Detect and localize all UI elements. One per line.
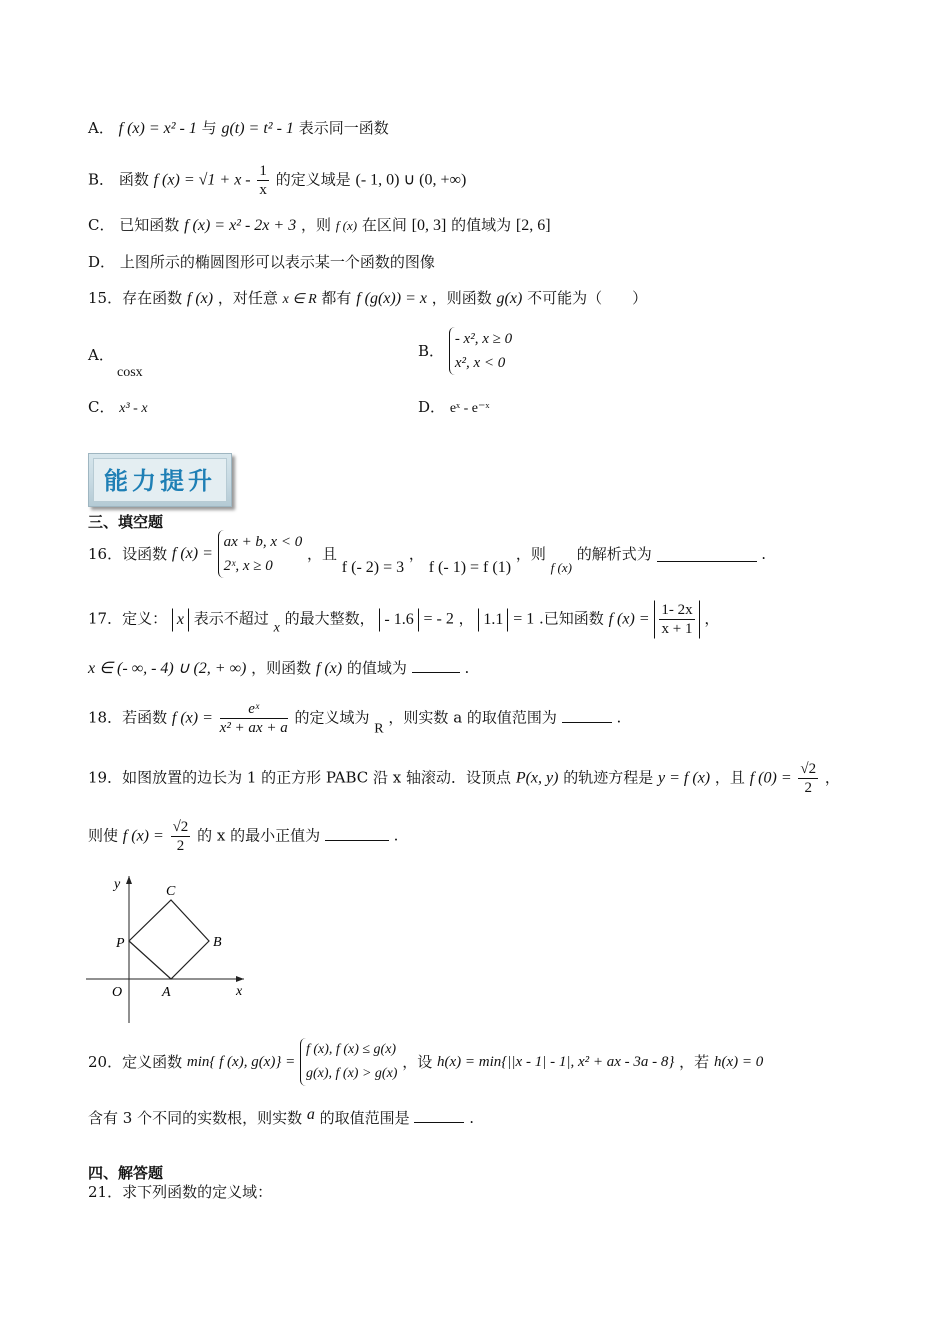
fraction	[798, 760, 818, 797]
text: 的解析式为	[576, 545, 652, 563]
math-expr: f (g(x)) = x	[356, 290, 427, 307]
text: 都有	[321, 289, 352, 307]
text: ，则	[515, 545, 546, 563]
fraction-denominator: x + 1	[661, 621, 693, 637]
q14-option-b	[88, 162, 466, 199]
floor-bracket: x	[172, 608, 189, 632]
math-var: a	[306, 1106, 315, 1123]
fraction-numerator: eˣ	[220, 700, 288, 719]
text: ，则	[300, 216, 331, 234]
math-expr: h(x) = min{||x - 1| - 1|, x² + ax - 3a - 8}	[437, 1054, 675, 1070]
answer-blank[interactable]	[325, 826, 389, 841]
text: .	[393, 826, 399, 845]
label-o: O	[112, 985, 123, 1000]
option-label: B．	[88, 170, 115, 189]
piecewise-row: f (x), f (x) ≤ g(x)	[306, 1042, 397, 1057]
q15-option-b	[418, 327, 512, 375]
math-expr: g(t) = t² - 1	[221, 120, 294, 137]
option-label: A．	[88, 346, 114, 364]
text: 17．定义：	[88, 609, 168, 628]
text: ，	[408, 545, 424, 563]
text: 的轨迹方程是	[563, 768, 654, 787]
math-expr: min{ f (x), g(x)} =	[186, 1054, 296, 1070]
text: 的值域为	[451, 216, 512, 234]
math-expr: P(x, y)	[515, 769, 559, 787]
piecewise-row: x², x < 0	[454, 355, 506, 371]
fraction-denominator: x	[259, 182, 267, 198]
math-expr: x³ - x	[119, 401, 148, 416]
text: 20．定义函数	[88, 1053, 183, 1071]
math-expr: [2, 6]	[515, 217, 551, 234]
text: ，	[824, 768, 840, 787]
answer-blank[interactable]	[657, 547, 757, 562]
piecewise-row: ax + b, x < 0	[223, 534, 303, 550]
q15-option-a	[88, 344, 114, 366]
floor-bracket	[654, 600, 699, 639]
math-expr: [0, 3]	[411, 217, 447, 234]
fraction-numerator: √2	[172, 819, 189, 835]
text: 在区间	[361, 216, 407, 234]
text: ，对任意	[217, 289, 278, 307]
text: ，且	[714, 768, 745, 787]
text: 函数	[118, 170, 149, 189]
math-expr: x ∈ (- ∞, - 4) ∪ (2, + ∞)	[88, 660, 247, 677]
text: 则使	[88, 826, 119, 845]
banner-title: 能力提升	[104, 467, 216, 495]
option-label: C．	[88, 398, 115, 416]
math-var: x	[273, 620, 280, 636]
math-expr: (- 1, 0) ∪ (0, +∞)	[355, 171, 467, 189]
text: 表示不超过	[193, 609, 269, 628]
option-label: B．	[418, 342, 445, 360]
option-label: D．	[418, 398, 446, 416]
text: ，设	[402, 1053, 433, 1071]
text: 18．若函数	[88, 708, 168, 727]
q15-option-a-value	[117, 360, 143, 384]
text: .	[761, 545, 767, 563]
text: 已知函数	[119, 216, 180, 234]
math-expr: f (x) = x² - 2x + 3	[184, 217, 297, 234]
option-label: D．	[88, 253, 116, 271]
answer-blank[interactable]	[414, 1108, 464, 1123]
y-axis-arrow	[126, 876, 132, 884]
q15-stem	[88, 287, 647, 311]
math-expr: f (x) =	[608, 610, 650, 628]
answer-blank[interactable]	[562, 708, 612, 723]
math-expr: f (x)	[550, 560, 572, 575]
fraction-denominator: 2	[176, 838, 185, 854]
q17-line1	[88, 600, 719, 640]
piecewise-row: 2ˣ, x ≥ 0	[223, 558, 273, 574]
math-expr: x ∈ R	[282, 292, 317, 307]
label-a: A	[162, 985, 171, 1000]
square-pabc	[129, 900, 209, 979]
text: 21．求下列函数的定义域：	[88, 1183, 273, 1201]
fraction-denominator: 2	[804, 780, 813, 796]
q15-option-c	[88, 396, 148, 420]
fraction-numerator: √2	[800, 761, 817, 777]
text: 与	[201, 119, 217, 137]
math-expr: f (x) =	[122, 827, 164, 845]
q19-line1	[88, 760, 840, 797]
label-p: P	[116, 936, 125, 951]
math-expr: f (x)	[315, 660, 343, 677]
fraction	[659, 601, 694, 638]
text: 表示同一函数	[298, 119, 389, 137]
label-x: x	[236, 984, 243, 999]
math-expr: = 1	[513, 610, 535, 628]
piecewise-brace	[218, 530, 303, 578]
math-expr: eˣ - e⁻ˣ	[449, 401, 490, 416]
math-expr: f (x)	[186, 290, 214, 307]
q21	[88, 1181, 272, 1203]
option-label: A．	[88, 119, 114, 137]
text: 含有 3 个不同的实数根，则实数	[88, 1109, 303, 1127]
q20-line2	[88, 1104, 474, 1129]
q16	[88, 530, 766, 579]
math-expr: cosx	[117, 365, 143, 380]
text: .	[469, 1109, 475, 1127]
text: 的定义域为	[294, 708, 370, 727]
text: ，且	[307, 545, 338, 563]
label-b: B	[213, 935, 222, 950]
math-expr: f (0) =	[749, 769, 792, 787]
text: ，若	[679, 1053, 710, 1071]
text: 19．如图放置的边长为 1 的正方形 PABC 沿 x 轴滚动．设顶点	[88, 768, 512, 787]
section-title-fill-in: 三、填空题	[88, 513, 164, 531]
q17-line2	[88, 657, 469, 680]
ability-banner	[88, 453, 232, 507]
piecewise-brace	[300, 1038, 397, 1086]
math-expr: y = f (x)	[658, 769, 711, 787]
math-expr: f (x) = √1 + x -	[153, 171, 251, 189]
q20-line1	[88, 1038, 763, 1086]
q14-option-a	[88, 117, 389, 140]
fraction	[171, 818, 191, 855]
math-expr: g(x)	[496, 290, 523, 307]
fraction	[220, 700, 288, 737]
fraction-numerator: 1	[259, 163, 267, 179]
math-expr: f (x) =	[171, 709, 213, 727]
q15-option-d	[418, 396, 489, 420]
fraction-denominator: x² + ax + a	[219, 720, 288, 736]
q14-option-d	[88, 251, 435, 273]
q14-option-c	[88, 214, 551, 237]
square-rolling-figure	[80, 868, 260, 1028]
text: ，则函数	[431, 289, 492, 307]
q19-line2	[88, 818, 398, 855]
text: 的值域为	[346, 659, 407, 677]
piecewise-brace	[449, 327, 512, 375]
text: 的定义域是	[275, 170, 351, 189]
label-y: y	[114, 877, 121, 892]
piecewise-row: - x², x ≥ 0	[454, 331, 513, 347]
text: ，	[458, 609, 474, 628]
q18	[88, 700, 621, 741]
text: 的取值范围是	[319, 1109, 410, 1127]
text: 上图所示的椭圆图形可以表示某一个函数的图像	[119, 253, 435, 271]
fraction	[257, 162, 269, 199]
text: .	[616, 708, 622, 727]
text: 不可能为（ ）	[527, 289, 648, 307]
section-title-answer: 四、解答题	[88, 1164, 164, 1182]
label-c: C	[166, 884, 176, 899]
math-expr: = - 2	[423, 610, 454, 628]
fraction-numerator: 1- 2x	[661, 602, 693, 618]
math-expr: f (- 2) = 3	[341, 559, 405, 576]
floor-bracket: - 1.6	[379, 608, 418, 632]
math-expr: f (x) = x² - 1	[118, 120, 197, 137]
text: ，	[704, 609, 720, 628]
text: 的最大整数，	[284, 609, 375, 628]
text: ，则实数 a 的取值范围为	[388, 708, 557, 727]
math-expr: f (x)	[335, 218, 358, 233]
text: 的 x 的最小正值为	[197, 826, 321, 845]
text: 16．设函数	[88, 545, 168, 563]
piecewise-row: g(x), f (x) > g(x)	[306, 1066, 398, 1081]
answer-blank[interactable]	[412, 658, 460, 673]
text: ，则函数	[251, 659, 312, 677]
option-label: C．	[88, 216, 115, 234]
x-axis-arrow	[236, 976, 244, 982]
text: .	[464, 659, 470, 677]
math-expr: f (- 1) = f (1)	[428, 559, 512, 576]
math-expr: R	[374, 721, 384, 737]
math-expr: f (x) =	[171, 545, 213, 562]
text: 15．存在函数	[88, 289, 183, 307]
math-expr: h(x) = 0	[713, 1054, 764, 1070]
floor-bracket: 1.1	[478, 608, 508, 632]
text: .已知函数	[539, 609, 604, 628]
